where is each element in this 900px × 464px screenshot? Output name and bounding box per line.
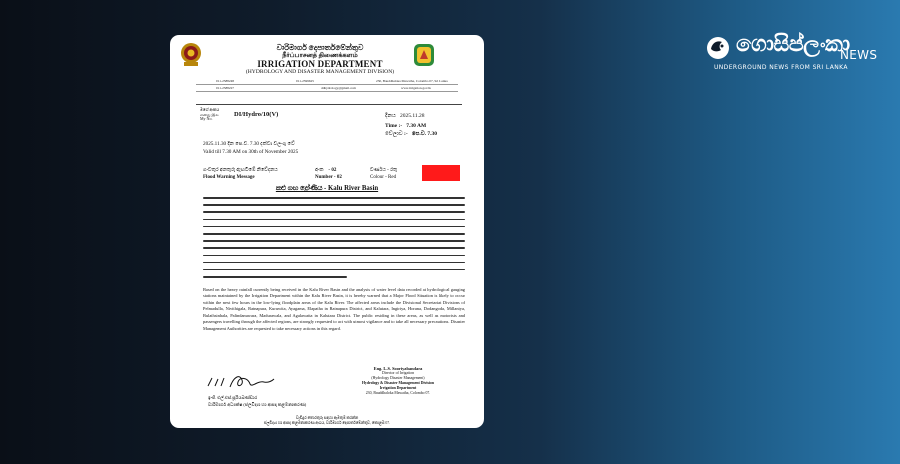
office-phone: 011-2588227 (216, 86, 234, 90)
flood-label-english: Flood Warning Message (203, 175, 255, 180)
flood-label-sinhala: ගංවතුර අනතුරු ඇඟවීමේ නිවේදනය (203, 168, 278, 173)
validity-english: Valid till 7.30 AM on 30th of November 2025 (203, 149, 299, 155)
brand-name: ගොසිප්ලංකා (736, 32, 850, 57)
official-stamp: Eng. L.S. Sooriyabandara Director of Irrigation (Hydrology Disaster Management) Hydrology & Disaster Management Division Irrigation Department 230, Bauddhaloka Mawatha, Colombo 07. (362, 366, 434, 395)
title-english: IRRIGATION DEPARTMENT (257, 59, 383, 69)
brand-news: NEWS (840, 48, 878, 62)
reference-number: DI/Hydro/10(V) (234, 111, 279, 118)
basin-title: කළු ගඟ ද්‍රෝණිය - Kalu River Basin (275, 185, 379, 192)
header-divider (196, 104, 462, 105)
colour-sinhala: වර්ණය - රතු (370, 168, 398, 173)
time-english: Time :- 7.30 AM (385, 123, 427, 129)
website: www.irrigation.gov.lk (401, 86, 431, 90)
email-address: ddhydrology@gmail.com (321, 86, 356, 90)
title-tamil: நீர்ப்பாசனத் திணைக்களம் (282, 52, 358, 59)
address: 230, Bauddhaloka Mawatha, Colombo 07, Sri Lanka (376, 79, 448, 83)
contact-block (196, 78, 458, 102)
validity-sinhala: 2025.11.30 දින පෙ.ව. 7.30 දක්වා වලංගු වේ (203, 141, 295, 147)
letter-footer: වැඩිදුර තොරතුරු සඳහා ඇමතුම් කරන්න ජලවිද්‍යා හා ආපදා කළමනාකරණ අංශය, වාරිමාර්ග දෙපාර්තමේන්තුව, කොළඹ 07. (263, 416, 391, 425)
sinhala-paragraph (203, 197, 465, 283)
signer-block: ඉංජි. එල්.එස්.සූරියබණ්ඩාර වාරිමාර්ග අධ්‍යක්ෂ (ජලවිද්‍යා හා ආපදා කළමනාකරණ) (208, 395, 307, 407)
warning-colour-swatch (422, 165, 460, 181)
reference-label: මගේ අංකය எனது இல My No. (200, 107, 220, 122)
gossip-face-icon (706, 36, 730, 60)
title-sinhala: වාරිමාර්ග දෙපාර්තමේන්තුව (276, 43, 364, 52)
fax-number: 011-2599625 (296, 79, 314, 83)
brand-tagline: UNDERGROUND NEWS FROM SRI LANKA (714, 64, 848, 71)
department-logo-icon (413, 43, 435, 67)
colour-english: Colour - Red (370, 175, 397, 180)
director-phone: 011-2588248 (216, 79, 234, 83)
time-sinhala: වේලාව :- පෙ.ව. 7.30 (385, 131, 438, 137)
division-subtitle: (HYDROLOGY AND DISASTER MANAGEMENT DIVISION) (245, 69, 395, 75)
warning-letter (170, 35, 484, 428)
english-paragraph: Based on the heavy rainfall currently being received in the Kalu River Basin and the analysis of water level data recorded at hydrological gauging stations maintained by the Irrigation Department within the Kalu River Basin, it is hereby warned that a Major Flood Situation is likely to occur within the next few hours in the low-lying floodplain areas of the Kalu River. The affected areas include the Divisional Secretariat Divisions of Pelmadulla, Nivithigala, Ratnapura, Kuruwita, Ayagama, Elapatha in Ratnapura District, and Kalutara, Ingiriya, Horana, Dodangoda, Millaniya, Bulathsinhala, Palindanuwara, Madurawala, and Agalawatta in Kalutara District. The public residing in these areas, as well as motorists and passengers travelling through the affected regions, are strongly requested to act with utmost vigilance and to take all necessary precautions. Disaster Management Authorities are requested to take necessary actions in this regard. (203, 287, 465, 331)
issue-date: දිනය 2025.11.28 (385, 113, 425, 119)
number-sinhala: අංක - 02 (315, 168, 337, 173)
number-english: Number - 02 (315, 175, 342, 180)
state-emblem-icon (180, 41, 202, 67)
site-logo[interactable] (702, 28, 882, 74)
signature (206, 370, 276, 392)
